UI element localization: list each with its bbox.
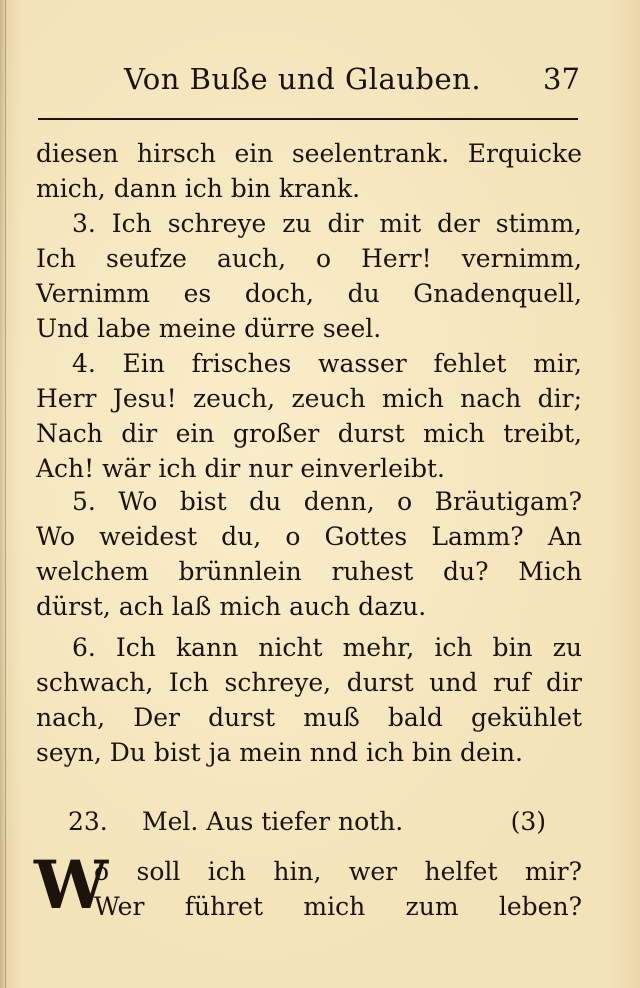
text-line: Herr Jesu! zeuch, zeuch mich nach dir; [36,384,582,413]
text-line: diesen hirsch ein seelentrank. Erquicke [36,139,582,168]
verse-5 [36,484,582,624]
text-line: welchem brünnlein ruhest du? Mich [36,557,582,586]
text-line: seyn, Du bist ja mein nnd ich bin dein. [36,738,523,767]
verse-count: (3) [510,807,546,836]
page-gutter-edge [5,0,6,988]
hymn-heading [68,804,546,840]
text-line: nach, Der durst muß bald gekühlet [36,703,582,732]
text-line: o soll ich hin, wer helfet mir? [94,857,582,886]
melody-reference: Mel. Aus tiefer noth. [142,807,404,836]
verse-6 [36,630,582,770]
running-title: Von Buße und Glauben. [124,62,482,96]
verse-first-line: 4. Ein frisches wasser fehlet mir, [72,349,582,378]
verse-first-line: 3. Ich schreye zu dir mit der stimm, [72,209,582,238]
text-line: Vernimm es doch, du Gnadenquell, [36,279,582,308]
text-line: schwach, Ich schreye, durst und ruf dir [36,668,582,697]
text-line: Und labe meine dürre seel. [36,314,382,343]
verse-4 [36,346,582,486]
header-rule [38,118,578,120]
text-line: Wo weidest du, o Gottes Lamm? An [36,522,582,551]
drop-cap: W [34,846,109,924]
verse-first-line: 5. Wo bist du denn, o Bräutigam? [72,487,582,516]
text-line: mich, dann ich bin krank. [36,174,361,203]
hymn-23-opening [94,854,582,924]
text-line: Nach dir ein großer durst mich treibt, [36,419,582,448]
text-line: Wer führet mich zum leben? [94,892,582,921]
text-line: Ich seufze auch, o Herr! vernimm, [36,244,582,273]
hymn-number: 23. [68,807,108,836]
text-line: Ach! wär ich dir nur einverleibt. [36,454,445,483]
verse-first-line: 6. Ich kann nicht mehr, ich bin zu [72,633,582,662]
text-line: dürst, ach laß mich auch dazu. [36,592,427,621]
running-header [0,58,640,98]
continuation-text [36,136,582,206]
verse-3 [36,206,582,346]
page-number: 37 [543,62,580,96]
